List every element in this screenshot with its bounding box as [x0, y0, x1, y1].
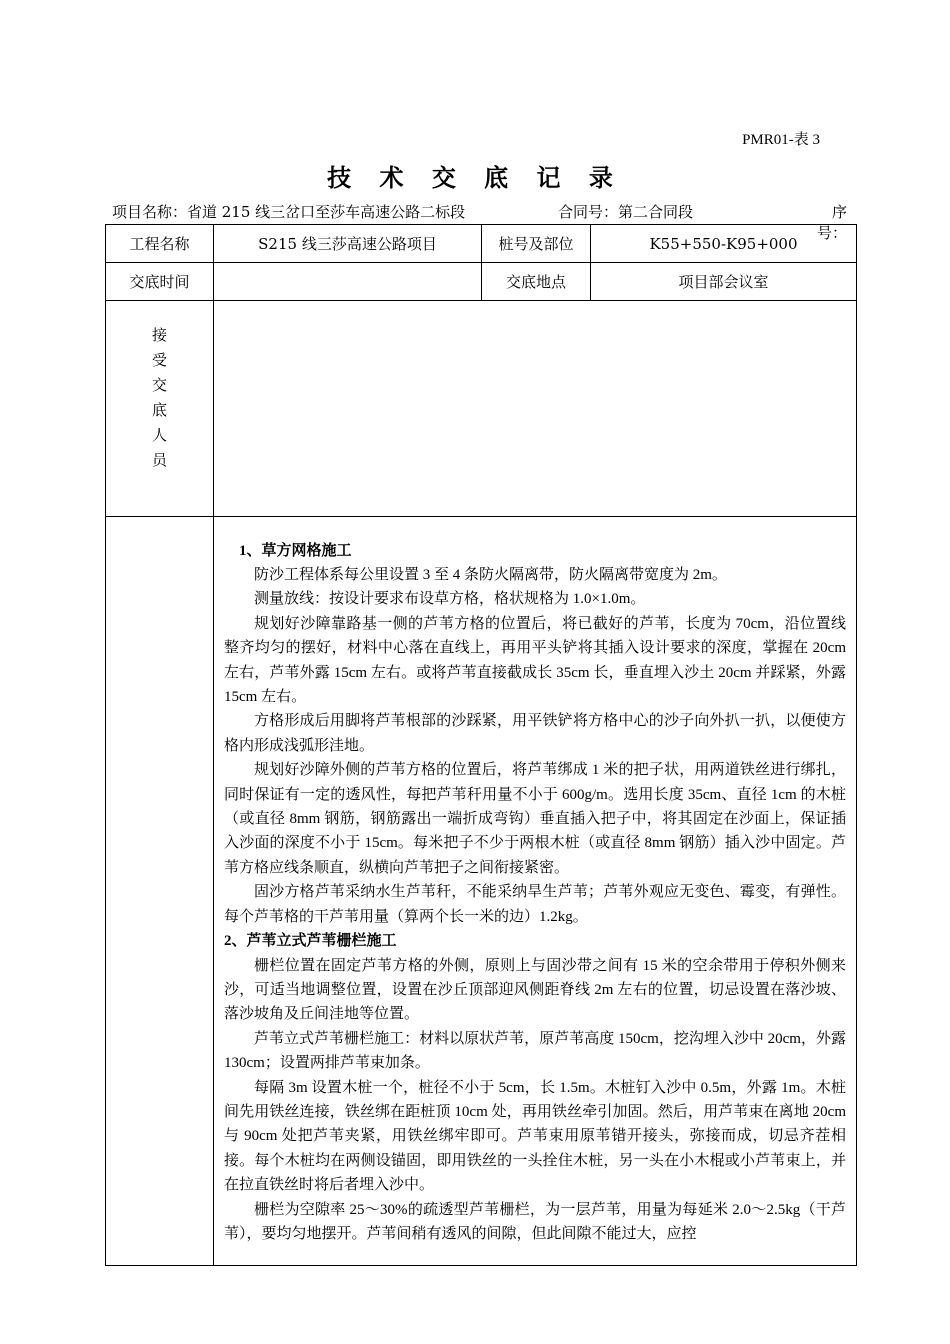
receiver-label-char: 受 — [151, 351, 167, 369]
time-value — [214, 263, 482, 301]
table-row — [106, 301, 857, 517]
receiver-label-char: 人 — [151, 426, 167, 444]
paragraph: 固沙方格芦苇采纳水生芦苇秆，不能采纳旱生芦苇；芦苇外观应无变色、霉变，有弹性。每个芦苇格的干芦苇用量（算两个长一米的边）1.2kg。 — [224, 884, 846, 925]
paragraph: 每隔 3m 设置木桩一个，桩径不小于 5cm，长 1.5m。木桩钉入沙中 0.5m，外露 1m。木桩间先用铁丝连接，铁丝绑在距桩顶 10cm 处，再用铁丝牵引加固。然后，用芦苇束在离地 20cm 与 90cm 处把芦苇夹紧，用铁丝绑牢即可。芦苇束用原苇错开接头，弥接而成，切忌齐茬相接。每个木桩均在两侧设锚固，即用铁丝的一头拴住木桩，另一头在小木棍或小芦苇束上，并在拉直铁丝时将后者埋入沙中。 — [224, 1079, 846, 1194]
paragraph: 规划好沙障外侧的芦苇方格的位置后，将芦苇绑成 1 米的把子状，用两道铁丝进行绑扎，同时保证有一定的透风性，每把芦苇秆用量不小于 600g/m。选用长度 35cm、直径 1cm 的木桩（或直径 8mm 钢筋，钢筋露出一端折成弯钩）垂直插入把子中，将其固定在沙面上，保证插入沙面的深度不小于 15cm。每米把子不少于两根木桩（或直径 8mm 钢筋）插入沙中固定。芦苇方格应线条顺直，纵横向芦苇把子之间衔接紧密。 — [224, 762, 846, 876]
paragraph: 栅栏为空隙率 25～30%的疏透型芦苇栅栏，为一层芦苇，用量为每延米 2.0～2.5kg（干芦苇），要均匀地摆开。芦苇间稍有透风的间隙，但此间隙不能过大，应控 — [224, 1201, 846, 1242]
receiver-label — [106, 301, 214, 517]
paragraph: 防沙工程体系每公里设置 3 至 4 条防火隔离带，防火隔离带宽度为 2m。 — [254, 567, 727, 584]
receiver-label-char: 底 — [151, 401, 167, 419]
paragraph: 栅栏位置在固定芦苇方格的外侧，原则上与固沙带之间有 15 米的空余带用于停积外侧来沙，可适当地调整位置，设置在沙丘顶部迎风侧距脊线 2m 左右的位置，切忌设置在落沙坡、落沙坡角及丘间洼地等位置。 — [224, 957, 846, 1023]
paragraph: 规划好沙障靠路基一侧的芦苇方格的位置后，将已截好的芦苇，长度为 70cm，沿位置线整齐均匀的摆好，材料中心落在直线上，再用平头铲将其插入设计要求的深度，掌握在 20cm 左右，芦苇外露 15cm 左右。或将芦苇直接截成长 35cm 长，垂直埋入沙土 20cm 并踩紧，外露 15cm 左右。 — [224, 615, 846, 706]
station-value: K55+550-K95+000 — [591, 225, 857, 263]
table-row — [106, 263, 857, 301]
receiver-label-char: 员 — [151, 451, 167, 469]
place-label: 交底地点 — [482, 263, 591, 301]
page-title: 技 术 交 底 记 录 — [327, 163, 623, 192]
serial-number: 序号： — [816, 203, 847, 242]
time-label: 交底时间 — [106, 263, 214, 301]
station-label: 桩号及部位 — [482, 225, 591, 263]
contract-number: 合同号：第二合同段 — [558, 203, 694, 221]
receiver-label-char: 接 — [151, 326, 167, 344]
paragraph: 方格形成后用脚将芦苇根部的沙踩紧，用平铁铲将方格中心的沙子向外扒一扒，以便使方格内形成浅弧形洼地。 — [224, 713, 846, 754]
disclosure-table — [105, 224, 857, 1266]
place-value: 项目部会议室 — [591, 263, 857, 301]
section-heading: 2、芦苇立式芦苇栅栏施工 — [224, 933, 397, 950]
table-row — [106, 225, 857, 263]
disclosure-content — [214, 517, 857, 1266]
section-heading: 1、草方网格施工 — [239, 542, 352, 559]
receiver-signatures — [214, 301, 857, 517]
project-label: 工程名称 — [106, 225, 214, 263]
project-value: S215 线三莎高速公路项目 — [214, 225, 482, 263]
table-row — [106, 517, 857, 1266]
paragraph: 芦苇立式芦苇栅栏施工：材料以原状芦苇，原芦苇高度 150cm，挖沟埋入沙中 20cm，外露 130cm；设置两排芦苇束加条。 — [224, 1030, 846, 1072]
form-code: PMR01-表 3 — [742, 132, 820, 148]
project-name: 项目名称：省道 215 线三岔口至莎车高速公路二标段 — [112, 203, 466, 221]
content-label-cell — [106, 517, 214, 1266]
receiver-label-char: 交 — [151, 376, 167, 394]
paragraph: 测量放线：按设计要求布设草方格，格状规格为 1.0×1.0m。 — [254, 591, 646, 608]
